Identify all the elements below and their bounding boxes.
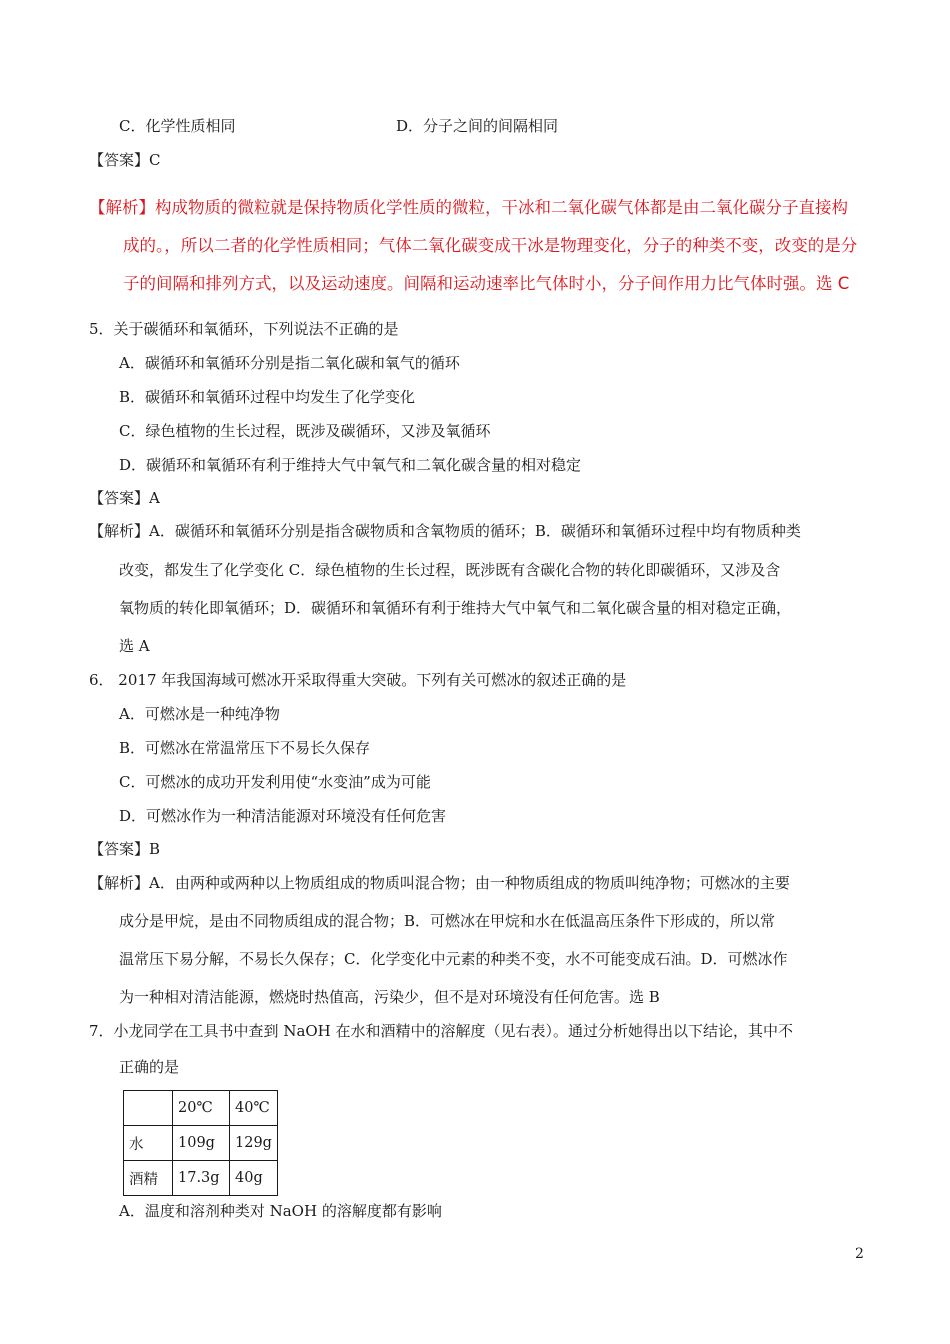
table-cell — [124, 1091, 173, 1126]
table-cell: 109g — [173, 1126, 230, 1161]
table-row — [124, 1161, 278, 1196]
q4-analysis-line-3: 子的间隔和排列方式，以及运动速度。间隔和运动速率比气体时小，分子间作用力比气体时强。选 C — [123, 274, 850, 293]
q7-stem-line-1: 7．小龙同学在工具书中查到 NaOH 在水和酒精中的溶解度（见右表）。通过分析她得出以下结论，其中不 — [89, 1022, 794, 1040]
q4-answer: 【答案】C — [89, 151, 161, 169]
q6-option-b: B．可燃冰在常温常压下不易长久保存 — [119, 739, 371, 757]
q4-option-c: C．化学性质相同 — [119, 117, 236, 135]
q5-option-d: D．碳循环和氧循环有利于维持大气中氧气和二氧化碳含量的相对稳定 — [119, 456, 582, 474]
table-cell: 水 — [124, 1126, 173, 1161]
q6-analysis-line-2: 成分是甲烷，是由不同物质组成的混合物；B．可燃冰在甲烷和水在低温高压条件下形成的，所以常 — [119, 912, 776, 930]
q7-option-a: A．温度和溶剂种类对 NaOH 的溶解度都有影响 — [119, 1202, 442, 1220]
q6-analysis-line-3: 温常压下易分解，不易长久保存；C．化学变化中元素的种类不变，水不可能变成石油。D．可燃冰作 — [119, 950, 788, 968]
q5-analysis-line-2: 改变，都发生了化学变化 C．绿色植物的生长过程，既涉既有含碳化合物的转化即碳循环，又涉及含 — [119, 561, 781, 579]
table-header-row — [124, 1091, 278, 1126]
q6-analysis-line-1: 【解析】A．由两种或两种以上物质组成的物质叫混合物；由一种物质组成的物质叫纯净物；可燃冰的主要 — [89, 874, 790, 892]
table-cell: 129g — [230, 1126, 278, 1161]
q5-option-a: A．碳循环和氧循环分别是指二氧化碳和氧气的循环 — [119, 354, 460, 372]
q6-stem: 6． 2017 年我国海域可燃冰开采取得重大突破。下列有关可燃冰的叙述正确的是 — [89, 671, 627, 689]
q6-option-d: D．可燃冰作为一种清洁能源对环境没有任何危害 — [119, 807, 447, 825]
q6-analysis-line-4: 为一种相对清洁能源，燃烧时热值高，污染少，但不是对环境没有任何危害。选 B — [119, 988, 660, 1006]
table-header-40c: 40℃ — [230, 1091, 278, 1126]
q7-stem-line-2: 正确的是 — [119, 1058, 180, 1076]
q4-analysis-line-2: 成的。，所以二者的化学性质相同；气体二氧化碳变成干冰是物理变化，分子的种类不变，改变的是分 — [123, 236, 858, 255]
page-number: 2 — [855, 1246, 864, 1262]
table-row — [124, 1126, 278, 1161]
q5-answer: 【答案】A — [89, 489, 160, 507]
table-cell: 17.3g — [173, 1161, 230, 1196]
q6-option-c: C．可燃冰的成功开发利用使“水变油”成为可能 — [119, 773, 431, 791]
q5-option-c: C．绿色植物的生长过程，既涉及碳循环，又涉及氧循环 — [119, 422, 491, 440]
table-cell: 40g — [230, 1161, 278, 1196]
q4-analysis-line-1: 【解析】构成物质的微粒就是保持物质化学性质的微粒，干冰和二氧化碳气体都是由二氧化碳分子直接构 — [89, 198, 848, 217]
q5-analysis-line-1: 【解析】A．碳循环和氧循环分别是指含碳物质和含氧物质的循环；B．碳循环和氧循环过程中均有物质种类 — [89, 522, 801, 540]
q5-analysis-line-3: 氧物质的转化即氧循环；D．碳循环和氧循环有利于维持大气中氧气和二氧化碳含量的相对稳定正确， — [119, 599, 792, 617]
table-header-20c: 20℃ — [173, 1091, 230, 1126]
q5-stem: 5．关于碳循环和氧循环，下列说法不正确的是 — [89, 320, 399, 338]
table-cell: 酒精 — [124, 1161, 173, 1196]
q5-analysis-line-4: 选 A — [119, 637, 150, 655]
solubility-table — [123, 1090, 278, 1196]
q6-answer: 【答案】B — [89, 840, 161, 858]
q4-option-d: D．分子之间的间隔相同 — [396, 117, 559, 135]
q6-option-a: A．可燃冰是一种纯净物 — [119, 705, 280, 723]
q5-option-b: B．碳循环和氧循环过程中均发生了化学变化 — [119, 388, 416, 406]
